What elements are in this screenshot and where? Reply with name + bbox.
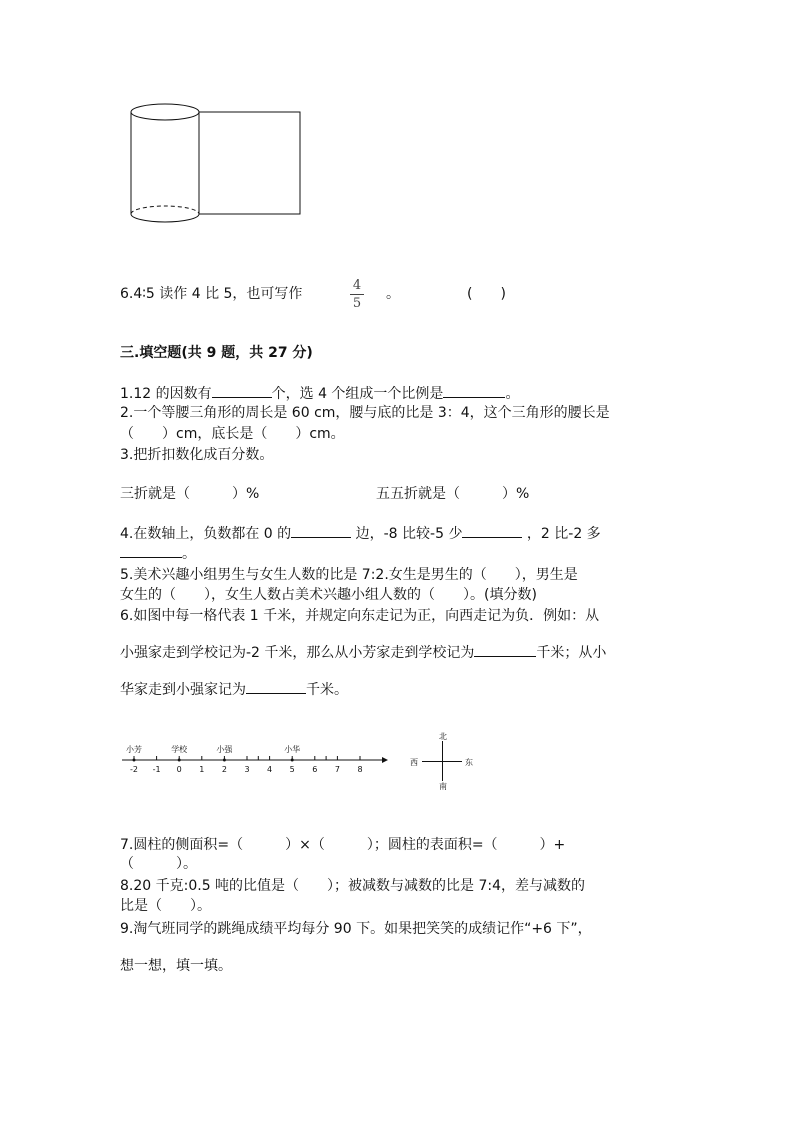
compass	[410, 733, 474, 789]
fraction-numerator: 4	[352, 278, 362, 293]
number-line-tick-label: 2	[221, 765, 227, 774]
q4-text-d: 。	[182, 546, 196, 562]
q1-blank-2[interactable]	[443, 383, 505, 398]
q6-text-2b: 千米；从小	[536, 645, 607, 661]
q4-text-b: 边，-8 比较-5 少	[355, 526, 463, 542]
fill-question-7-line2: （ ）。	[120, 856, 197, 872]
number-line-place-label: 小芳	[126, 745, 142, 754]
q1-text-a: 1.12 的因数有	[120, 386, 212, 402]
fill-question-3-b: 五五折就是（ ）%	[376, 486, 530, 502]
fill-question-6-line2	[120, 642, 606, 662]
compass-north-label: 北	[439, 732, 447, 741]
compass-east-label: 东	[465, 758, 473, 767]
fill-question-5-line2: 女生的（ ），女生人数占美术兴趣小组人数的（ ）。(填分数)	[120, 587, 537, 603]
lateral-rectangle	[199, 112, 300, 214]
q4-blank-1[interactable]	[291, 523, 351, 538]
q1-blank-1[interactable]	[212, 383, 272, 398]
fill-question-8-line1: 8.20 千克:0.5 吨的比值是（ ）；被减数与减数的比是 7:4，差与减数的	[120, 878, 586, 894]
number-line	[120, 738, 400, 778]
number-line-tick-label: -1	[152, 765, 161, 774]
compass-horizontal-line	[422, 761, 462, 762]
q6-text-3b: 千米。	[306, 682, 348, 698]
compass-south-label: 南	[439, 782, 447, 791]
number-line-place-point	[133, 759, 136, 762]
number-line-arrow	[382, 757, 388, 763]
fill-question-9-line1: 9.淘气班同学的跳绳成绩平均每分 90 下。如果把笑笑的成绩记作“+6 下”，	[120, 921, 592, 937]
q1-text-b: 个，选 4 个组成一个比例是	[271, 386, 444, 402]
q4-blank-2[interactable]	[462, 523, 522, 538]
number-line-place-point	[223, 759, 226, 762]
q1-text-c: 。	[505, 386, 520, 402]
number-line-place-point	[291, 759, 294, 762]
fill-question-7-line1: 7.圆柱的侧面积=（ ）×（ ）；圆柱的表面积=（ ）+	[120, 837, 566, 853]
number-line-tick-label: 1	[199, 765, 205, 774]
number-line-place-point	[178, 759, 181, 762]
fraction-four-fifths	[350, 278, 364, 311]
compass-west-label: 西	[410, 758, 418, 767]
cylinder-unfold-figure	[120, 95, 320, 230]
fill-question-4-line1	[120, 523, 601, 543]
judge-answer-paren[interactable]: ( )	[467, 286, 506, 302]
number-line-place-label: 学校	[171, 745, 188, 754]
number-line-place-label: 小华	[284, 745, 301, 754]
q6-blank-2[interactable]	[246, 679, 306, 694]
cylinder-bottom-back-arc	[131, 206, 199, 214]
number-line-tick-label: 6	[312, 765, 318, 774]
judge-question-6: 6.4∶5 读作 4 比 5，也可写作	[120, 286, 303, 302]
fill-question-1	[120, 383, 519, 403]
fill-question-3-line1: 3.把折扣数化成百分数。	[120, 447, 274, 463]
q6-text-3a: 华家走到小强家记为	[120, 682, 246, 698]
number-line-tick-label: 3	[244, 765, 250, 774]
fill-question-6-line3	[120, 679, 348, 699]
q6-blank-1[interactable]	[474, 642, 536, 657]
fill-question-6-line1: 6.如图中每一格代表 1 千米，并规定向东走记为正，向西走记为负．例如：从	[120, 608, 600, 624]
number-line-tick-label: 5	[289, 765, 295, 774]
fill-question-2-line2: （ ）cm，底长是（ ）cm。	[120, 426, 345, 442]
q4-text-c: ，2 比-2 多	[526, 526, 601, 542]
fill-question-9-line2: 想一想，填一填。	[120, 958, 232, 974]
section-title: 三.填空题(共 9 题，共 27 分)	[120, 345, 313, 361]
fill-question-4-line2	[120, 543, 196, 563]
number-line-tick-label: 8	[357, 765, 363, 774]
q6-text-2a: 小强家走到学校记为-2 千米，那么从小芳家走到学校记为	[120, 645, 475, 661]
number-line-tick-label: -2	[130, 765, 138, 774]
cylinder-top-ellipse	[131, 104, 199, 120]
fill-question-8-line2: 比是（ ）。	[120, 898, 211, 914]
fill-question-3-a: 三折就是（ ）%	[120, 486, 260, 502]
cylinder-bottom-front-arc	[131, 214, 199, 222]
fill-question-5-line1: 5.美术兴趣小组男生与女生人数的比是 7:2.女生是男生的（ ），男生是	[120, 567, 578, 583]
judge-period: 。	[386, 286, 400, 302]
number-line-place-label: 小强	[216, 745, 233, 754]
number-line-tick-label: 4	[267, 765, 273, 774]
fraction-bar	[350, 294, 364, 295]
q4-text-a: 4.在数轴上，负数都在 0 的	[120, 526, 292, 542]
q4-blank-3[interactable]	[120, 543, 182, 558]
fraction-denominator: 5	[352, 296, 362, 311]
number-line-tick-label: 7	[334, 765, 340, 774]
fill-question-2-line1: 2.一个等腰三角形的周长是 60 cm，腰与底的比是 3：4，这个三角形的腰长是	[120, 405, 610, 421]
number-line-tick-label: 0	[176, 765, 182, 774]
